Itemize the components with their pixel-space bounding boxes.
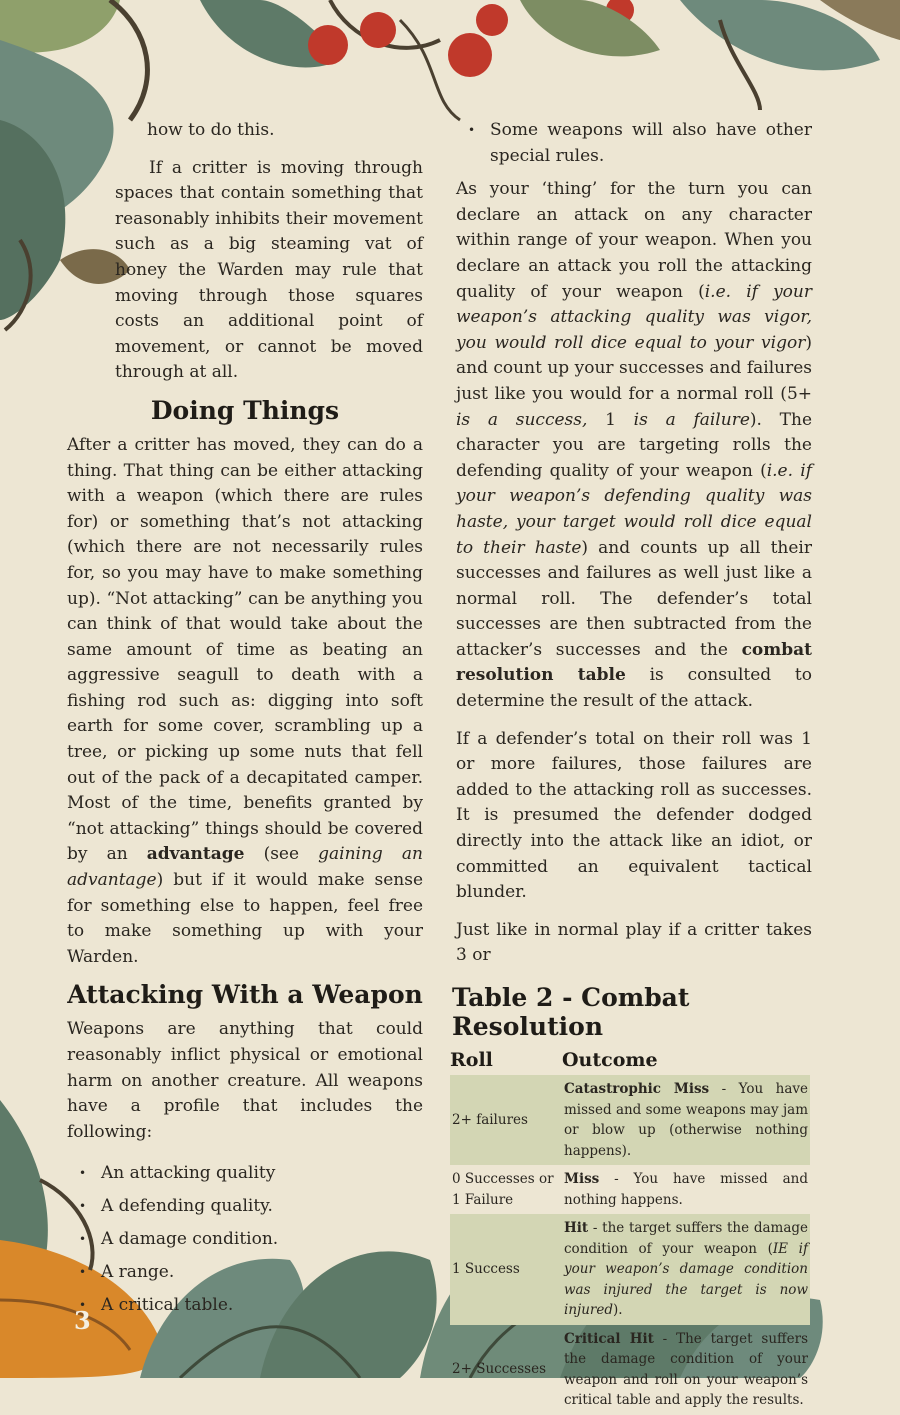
left-column [67,118,423,1322]
roll-cell: 1 Success [450,1214,562,1325]
paragraph-weapons: Weapons are anything that could reasonably inflict physical or emotional harm on another creature. All weapons have a profile that includes the following: [67,1019,423,1142]
weapon-profile-list [67,1157,423,1322]
combat-table-ref: combat resolution table [456,639,812,686]
outcome-cell: Catastrophic Miss - You have missed and some weapons may jam or blow up (otherwise nothing happens). [562,1075,810,1165]
column-header-roll: Roll [450,1049,493,1071]
list-item: • A defending quality. [67,1190,423,1223]
outcome-cell: Hit - the target suffers the damage condition of your weapon (IE if your weapon’s damage condition was injured the target is now injured). [562,1214,810,1325]
outcome-cell: Miss - You have missed and nothing happens. [564,1171,808,1208]
paragraph-attack-roll: As your ‘thing’ for the turn you can declare an attack on any character within range of your weapon. When you declare an attack you roll the attacking quality of your weapon (i.e. if your weapon’s attacking quality was vigor, you would roll dice equal to your vigor) and count up your successes and failures just like you would for a normal roll (5+ is a success, 1 is a failure). The character you are targeting rolls the defending quality of your weapon (i.e. if your weapon’s defending quality was haste, your target would roll dice equal to their haste) and counts up all their successes and failures as well just like a normal roll. The defender’s total successes are then subtracted from the attacker’s successes and the combat resolution table is consulted to determine the result of the attack. [456,179,813,712]
heading-doing-things: Doing Things [150,395,340,425]
table-row [450,1214,810,1325]
advantage-term: advantage [146,844,245,865]
table-row [450,1325,810,1415]
gaining-advantage-ref: gaining an advantage [67,844,423,891]
paragraph-continuation: how to do this. [147,120,275,140]
list-item: • An attacking quality [67,1157,423,1190]
paragraph-doing-things: After a critter has moved, they can do a thing. That thing can be either attacking with a weapon (which there are rules for) or something that’s not attacking (which there are not necessarily rules for, so you may have to make something up). “Not attacking” can be anything you can think of that would take about the same amount of time as beating an aggressive seagull to death with a fishing rod such as: digging into soft earth for some cover, scrambling up a tree, or picking up some nuts that fell out of the pack of a decapitated camper. Most of the time, benefits granted by “not attacking” things should be covered by an advantage (see gaining an advantage) but if it would make sense for something else to happen, feel free to make something up with your Warden. [67,434,423,967]
paragraph-normal-play: Just like in normal play if a critter takes 3 or [456,919,812,966]
paragraph-movement: If a critter is moving through spaces that contain something that reasonably inhibits their movement such as a big steaming vat of honey the Warden may rule that moving through those squares costs an additional point of movement, or cannot be moved through at all. [115,157,423,383]
list-item: • A damage condition. [67,1223,423,1256]
combat-resolution-table [450,1047,810,1415]
top-berries-branch [200,0,900,120]
table-title: Table 2 - Combat Resolution [452,983,690,1041]
roll-cell: 0 Successes or 1 Failure [452,1171,554,1208]
table-row [450,1165,810,1214]
outcome-cell: Critical Hit - The target suffers the damage condition of your weapon and roll on your weapon’s critical table and apply the results. [564,1330,809,1408]
table-row [450,1075,810,1165]
right-column [450,118,813,1415]
special-rules-list [456,118,812,169]
roll-cell: 2+ failures [450,1075,562,1165]
page-number: 3 [74,1306,91,1335]
heading-attacking: Attacking With a Weapon [67,980,423,1010]
list-item: • A range. [67,1256,423,1289]
roll-cell: 2+ Successes [452,1361,547,1378]
paragraph-defender-failures: If a defender’s total on their roll was 1 or more failures, those failures are added to the attacking roll as successes. It is presumed the defender dodged directly into the attack like an idiot, or committed an equivalent tactical blunder. [456,728,812,903]
column-header-outcome: Outcome [562,1049,658,1071]
list-item: • A critical table. [67,1289,423,1322]
list-item: • Some weapons will also have other special rules. [456,118,812,169]
table-header-row [450,1047,810,1075]
